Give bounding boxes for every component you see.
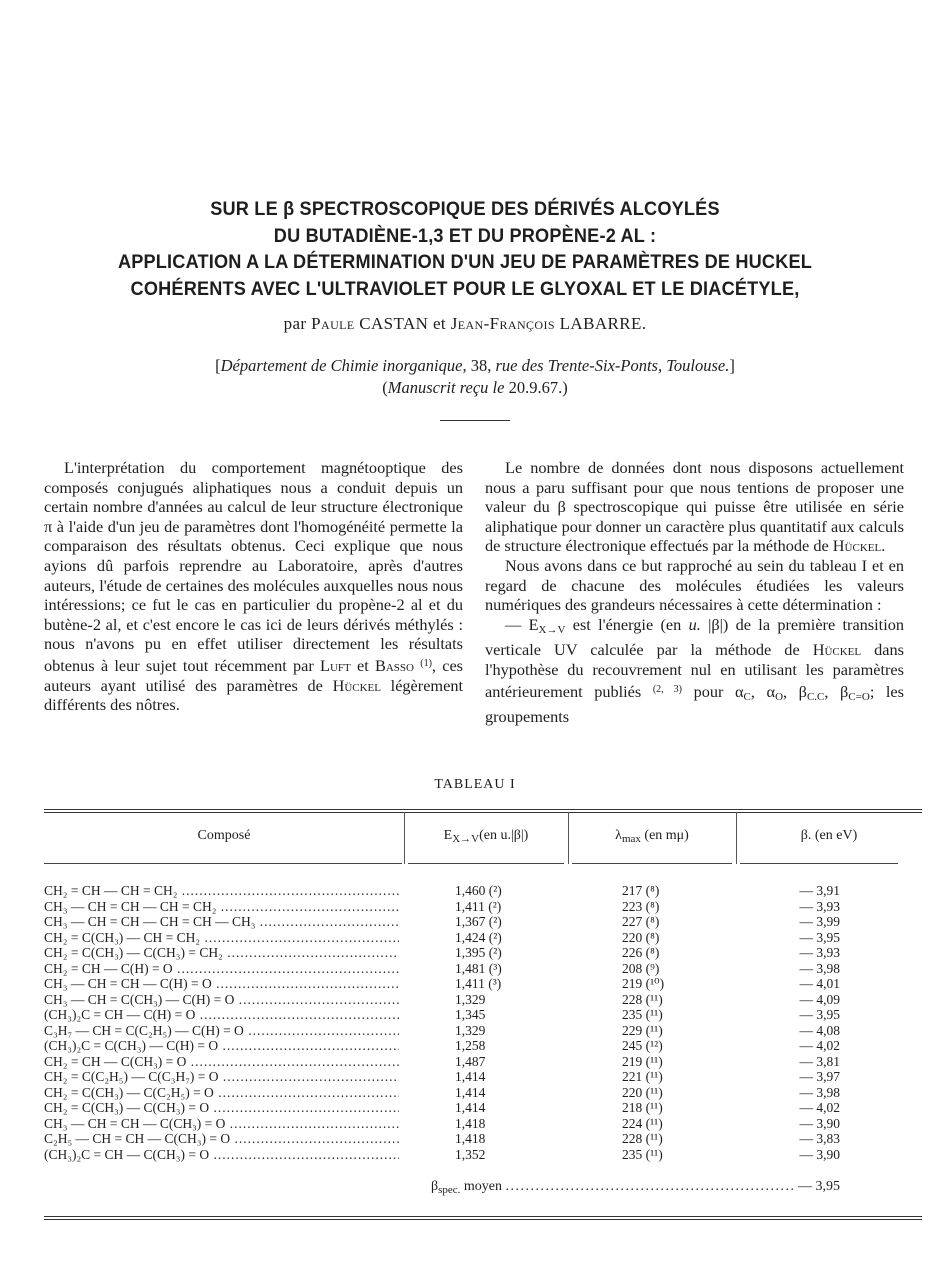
text: β bbox=[431, 1179, 439, 1194]
exv-value: 1,367 (²) bbox=[455, 914, 502, 929]
author-name: Jean-François LABARRE. bbox=[450, 314, 647, 333]
exv-value: 1,329 bbox=[455, 991, 486, 1007]
compound: CH₃ — CH = CH — C(H) = O ..... bbox=[44, 976, 399, 991]
text: L'interprétation du comportement magnétooptique des composés conjugués aliphatiques nous a conduit depuis un certain nombre d'années au calcul de leur structure électronique π à l'aide d'un jeu de paramètres dont l'homogénéité permette la comparaison des résultats obtenus. Ceci explique que nous ayions dû parfois reprendre au Laboratoire, après d'autres auteurs, l'étude de certaines des molécules auxquelles nous nous intéressions; ce fut le cas en particulier du propène-2 al et du butène-2 al, et c'est encore le cas ici de leurs dérivés méthylés : nous n'avons pu en effet utiliser directement les résultats obtenus à leur sujet tout récemment par bbox=[44, 458, 463, 675]
column-header-lambda bbox=[568, 828, 736, 845]
lambda-value: 219 (¹¹) bbox=[622, 1053, 663, 1069]
beta-value: — 3,98 bbox=[799, 1084, 840, 1100]
author-ref: Luft bbox=[320, 655, 351, 675]
text: . bbox=[881, 536, 886, 556]
lambda-value: 235 (¹¹) bbox=[622, 1146, 663, 1162]
table-row bbox=[0, 992, 930, 1007]
table-row bbox=[0, 1069, 930, 1084]
manuscript-label: Manuscrit reçu le bbox=[387, 378, 505, 397]
street-number: 38, bbox=[466, 356, 496, 375]
title-line: APPLICATION A LA DÉTERMINATION D'UN JEU DE PARAMÈTRES DE HUCKEL bbox=[117, 251, 813, 273]
compound: CH₂ = C(CH₃) — C(CH₃) = O ..... bbox=[44, 1100, 399, 1115]
compound: CH₂ = C(CH₃) — C(C₂H₅) = O ..... bbox=[44, 1085, 399, 1100]
lambda-value: 218 (¹¹) bbox=[622, 1100, 663, 1115]
subscript: O bbox=[775, 690, 784, 703]
title-separator bbox=[440, 420, 510, 421]
exv-value: 1,414 bbox=[455, 1100, 486, 1115]
table-row bbox=[0, 1131, 930, 1146]
lambda-value: 227 (⁸) bbox=[622, 914, 660, 929]
title-line: SUR LE β SPECTROSCOPIQUE DES DÉRIVÉS ALCOYLÉS bbox=[210, 198, 720, 220]
table-row bbox=[0, 976, 930, 991]
paragraph bbox=[44, 458, 463, 715]
compound: CH₂ = C(CH₃) — CH = CH₂ ..... bbox=[44, 930, 399, 945]
mean-beta-value: — 3,95 bbox=[798, 1179, 840, 1194]
beta-value: — 3,90 bbox=[799, 1115, 840, 1131]
text: Le nombre de données dont nous disposons actuellement nous a paru suffisant pour que nous tentions de proposer une valeur du β spectroscopique qui puisse être utilisée en série aliphatique pour donner un caractère plus quantitatif aux calculs de structure électronique effectués par la méthode de bbox=[485, 458, 904, 556]
bracket: [ bbox=[215, 356, 221, 375]
text: et bbox=[350, 655, 375, 675]
lambda-value: 228 (¹¹) bbox=[622, 991, 663, 1007]
lambda-value: 219 (¹⁰) bbox=[622, 976, 665, 991]
lambda-value: 235 (¹¹) bbox=[622, 1007, 663, 1022]
text: légèrement différents des nôtres. bbox=[44, 675, 463, 715]
text: (en mμ) bbox=[640, 828, 689, 843]
compound: C₂H₅ — CH = CH — C(CH₃) = O ..... bbox=[44, 1131, 399, 1146]
exv-value: 1,352 bbox=[455, 1146, 486, 1162]
header-underline bbox=[44, 863, 402, 864]
text: , α bbox=[750, 681, 776, 701]
compound: CH₂ = C(CH₃) — C(CH₃) = CH₂ ..... bbox=[44, 945, 399, 960]
beta-value: — 3,95 bbox=[799, 1007, 840, 1022]
title-line: DU BUTADIÈNE-1,3 ET DU PROPÈNE-2 AL : bbox=[273, 224, 657, 247]
title-line: COHÉRENTS AVEC L'ULTRAVIOLET POUR LE GLYOXAL ET LE DIACÉTYLE, bbox=[130, 277, 800, 300]
table-top-rule bbox=[44, 809, 922, 810]
text: moyen bbox=[460, 1179, 506, 1194]
manuscript-date bbox=[0, 377, 930, 399]
lambda-value: 217 (⁸) bbox=[622, 883, 660, 898]
unit: u. bbox=[688, 614, 701, 634]
author-ref: Basso bbox=[375, 655, 414, 675]
exv-value: 1,329 bbox=[455, 1022, 486, 1038]
column-header-compose: Composé bbox=[197, 828, 251, 843]
text: , ces auteurs ayant utilisé des paramètres de bbox=[44, 655, 464, 695]
text: pour α bbox=[682, 681, 744, 701]
paragraph: Nous avons dans ce but rapproché au sein du tableau I et en regard de chacune des molécules étudiées les valeurs numériques des grandeurs nécessaires à cette détermination : bbox=[485, 555, 904, 615]
lambda-value: 224 (¹¹) bbox=[622, 1115, 663, 1131]
compound: CH₃ — CH = C(CH₃) — C(H) = O ..... bbox=[44, 992, 399, 1007]
lambda-value: 223 (⁸) bbox=[622, 898, 660, 914]
table-row bbox=[0, 961, 930, 976]
exv-value: 1,411 (²) bbox=[455, 898, 502, 914]
table-row bbox=[0, 1007, 930, 1022]
subscript: max bbox=[621, 833, 641, 845]
compound: CH₃ — CH = CH — CH = CH₂ ..... bbox=[44, 899, 399, 914]
text: E bbox=[443, 828, 453, 843]
beta-value: — 3,97 bbox=[799, 1069, 840, 1084]
paren: ( bbox=[382, 378, 388, 397]
compound: CH₂ = CH — C(H) = O ..... bbox=[44, 961, 399, 976]
leader-dots: .......................................................... bbox=[505, 1179, 796, 1194]
text: est l'énergie (en bbox=[565, 614, 689, 634]
column-header-exv bbox=[404, 828, 568, 845]
beta-value: — 4,09 bbox=[799, 991, 840, 1007]
body-column-left bbox=[44, 458, 463, 715]
text: λ bbox=[615, 828, 622, 843]
beta-value: — 4,01 bbox=[799, 976, 840, 991]
beta-value: — 3,90 bbox=[799, 1146, 840, 1162]
compound: C₃H₇ — CH = C(C₂H₅) — C(H) = O ..... bbox=[44, 1023, 399, 1038]
beta-value: — 4,02 bbox=[799, 1038, 840, 1053]
beta-value: — 3,81 bbox=[799, 1053, 840, 1069]
exv-value: 1,487 bbox=[455, 1053, 486, 1069]
text: |β|) de la première transition verticale UV calculée par la méthode de bbox=[485, 614, 904, 660]
table-row bbox=[0, 1085, 930, 1100]
beta-value: — 3,99 bbox=[799, 914, 840, 929]
compound: (CH₃)₂C = C(CH₃) — C(H) = O ..... bbox=[44, 1038, 399, 1053]
table-row bbox=[0, 914, 930, 929]
paper-title bbox=[0, 196, 930, 302]
affiliation bbox=[0, 355, 930, 399]
compound: CH₃ — CH = CH — CH = CH — CH₃ ..... bbox=[44, 914, 399, 929]
text: ; les groupements bbox=[485, 681, 904, 727]
paragraph bbox=[485, 615, 904, 727]
bracket: ] bbox=[729, 356, 735, 375]
compound: CH₂ = CH — CH = CH₂ ..... bbox=[44, 883, 399, 898]
table-row bbox=[0, 883, 930, 898]
beta-value: — 3,98 bbox=[799, 960, 840, 976]
exv-value: 1,418 bbox=[455, 1131, 486, 1146]
beta-value: — 4,02 bbox=[799, 1100, 840, 1115]
beta-value: — 3,83 bbox=[799, 1131, 840, 1146]
beta-value: — 3,91 bbox=[799, 883, 840, 898]
table-row bbox=[0, 1054, 930, 1069]
beta-value: — 3,93 bbox=[799, 898, 840, 914]
table-bottom-rule bbox=[44, 1219, 922, 1220]
lambda-value: 221 (¹¹) bbox=[622, 1069, 663, 1084]
citation: (2, 3) bbox=[652, 683, 682, 695]
text: (en u.|β|) bbox=[479, 828, 529, 843]
table-row bbox=[0, 1023, 930, 1038]
exv-value: 1,481 (³) bbox=[455, 960, 502, 976]
text: — E bbox=[505, 614, 539, 634]
subscript: spec. bbox=[438, 1184, 461, 1196]
compound: CH₃ — CH = CH — C(CH₃) = O ..... bbox=[44, 1116, 399, 1131]
exv-value: 1,345 bbox=[455, 1007, 486, 1022]
lambda-value: 220 (¹¹) bbox=[622, 1084, 663, 1100]
exv-value: 1,411 (³) bbox=[455, 976, 502, 991]
lambda-value: 220 (⁸) bbox=[622, 929, 660, 945]
author-ref: Hückel bbox=[832, 536, 882, 556]
table-top-rule bbox=[44, 812, 922, 813]
manuscript-date-value: 20.9.67.) bbox=[504, 378, 568, 397]
exv-value: 1,414 bbox=[455, 1069, 486, 1084]
exv-value: 1,258 bbox=[455, 1038, 486, 1053]
table-row bbox=[0, 1116, 930, 1131]
department: Département de Chimie inorganique, bbox=[220, 356, 467, 375]
author-name: Paule CASTAN bbox=[311, 314, 429, 333]
lambda-value: 226 (⁸) bbox=[622, 945, 660, 960]
paragraph bbox=[485, 458, 904, 556]
exv-value: 1,460 (²) bbox=[455, 883, 502, 898]
subscript: X→V bbox=[452, 833, 480, 845]
beta-value: — 4,08 bbox=[799, 1022, 840, 1038]
header-underline bbox=[572, 863, 732, 864]
header-underline bbox=[740, 863, 898, 864]
author-line bbox=[0, 314, 930, 334]
author-prefix: par bbox=[283, 314, 307, 333]
text: dans l'hypothèse du recouvrement nul en utilisant les paramètres antérieurement publiés bbox=[485, 640, 904, 701]
compound: CH₂ = C(C₂H₅) — C(C₃H₇) = O ..... bbox=[44, 1069, 399, 1084]
compound: (CH₃)₂C = CH — C(H) = O ..... bbox=[44, 1007, 399, 1022]
text: , β bbox=[783, 681, 807, 701]
header-underline bbox=[408, 863, 564, 864]
compound: CH₂ = CH — C(CH₃) = O ..... bbox=[44, 1054, 399, 1069]
table-row bbox=[0, 1038, 930, 1053]
beta-value: — 3,95 bbox=[799, 929, 840, 945]
subscript: X→V bbox=[538, 623, 566, 636]
exv-value: 1,414 bbox=[455, 1084, 486, 1100]
mean-beta-label bbox=[431, 1179, 796, 1196]
table-row bbox=[0, 1100, 930, 1115]
street: rue des Trente-Six-Ponts, Toulouse. bbox=[495, 356, 730, 375]
table-row bbox=[0, 899, 930, 914]
table-bottom-rule bbox=[44, 1216, 922, 1217]
lambda-value: 229 (¹¹) bbox=[622, 1022, 663, 1038]
table-row bbox=[0, 1147, 930, 1162]
table-caption: TABLEAU I bbox=[434, 777, 516, 792]
exv-value: 1,418 bbox=[455, 1115, 486, 1131]
lambda-value: 208 (⁹) bbox=[622, 960, 660, 976]
column-header-beta: β. (en eV) bbox=[800, 828, 858, 843]
beta-value: — 3,93 bbox=[799, 945, 840, 960]
author-conjunction: et bbox=[432, 314, 447, 333]
table-row bbox=[0, 930, 930, 945]
body-column-right bbox=[485, 458, 904, 727]
exv-value: 1,395 (²) bbox=[455, 945, 502, 960]
lambda-value: 245 (¹²) bbox=[622, 1038, 663, 1053]
author-ref: Hückel bbox=[332, 675, 381, 695]
author-ref: Hückel bbox=[812, 640, 862, 660]
affiliation-address bbox=[0, 355, 930, 377]
citation: (1) bbox=[420, 657, 432, 669]
lambda-value: 228 (¹¹) bbox=[622, 1131, 663, 1146]
compound: (CH₃)₂C = CH — C(CH₃) = O ..... bbox=[44, 1147, 399, 1162]
subscript: C.C bbox=[806, 690, 825, 703]
exv-value: 1,424 (²) bbox=[455, 929, 502, 945]
subscript: C bbox=[743, 690, 751, 703]
subscript: C=O bbox=[848, 690, 870, 703]
table-row bbox=[0, 945, 930, 960]
text: , β bbox=[824, 681, 849, 701]
